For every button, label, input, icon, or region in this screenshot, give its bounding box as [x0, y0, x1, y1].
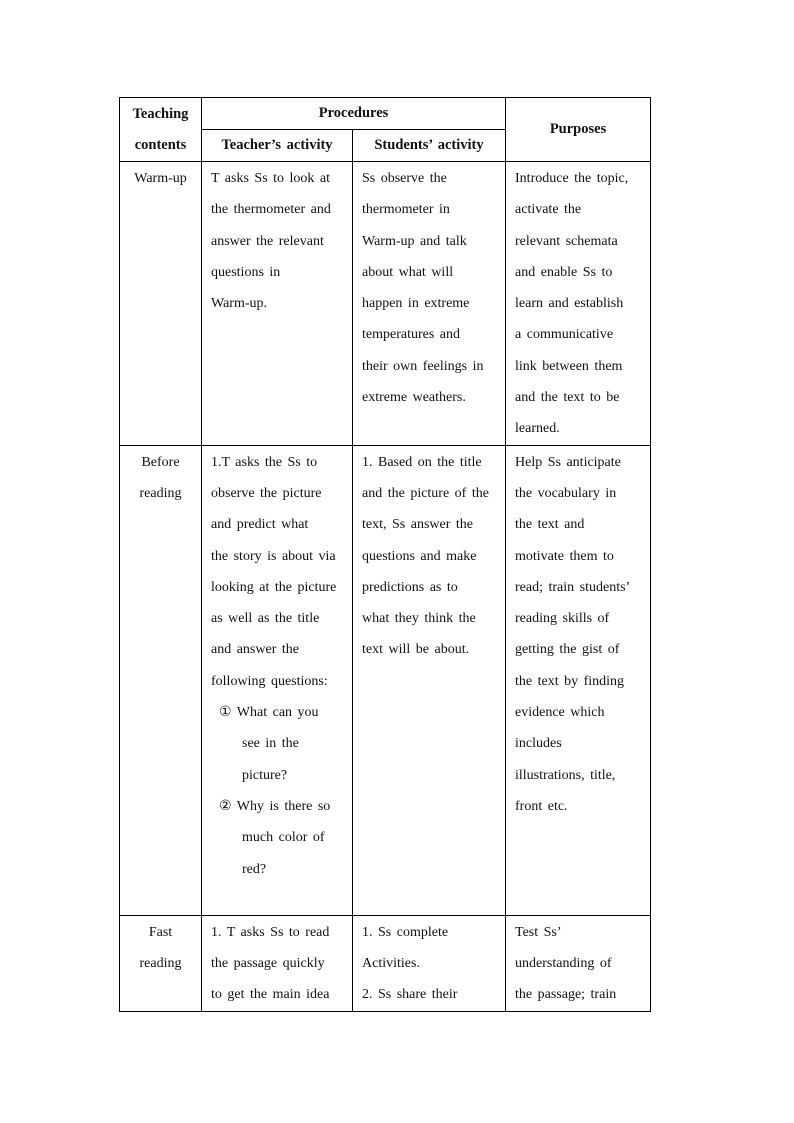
text-line: text, Ss answer the — [362, 517, 473, 533]
text-line: to get the main idea — [211, 987, 330, 1003]
text-line: temperatures and — [362, 327, 461, 343]
text-line: their own feelings in — [362, 358, 484, 374]
question-line: see in the — [242, 736, 299, 752]
text-line: extreme weathers. — [362, 390, 466, 406]
text-line: read; train students’ — [515, 579, 631, 595]
header-teaching-contents-line: contents — [134, 136, 187, 153]
text-line: relevant schemata — [515, 233, 618, 249]
purposes-cell — [506, 162, 651, 446]
students-activity-cell — [353, 445, 506, 915]
text-line: understanding of — [515, 955, 612, 971]
header-teaching-contents-line: Teaching — [132, 105, 189, 122]
text-line: about what will — [362, 264, 454, 280]
text-line: Introduce the topic, — [515, 171, 629, 186]
text-line: the passage quickly — [211, 955, 325, 971]
text-line: questions and make — [362, 548, 477, 564]
text-line: text will be about. — [362, 642, 470, 658]
text-line: motivate them to — [515, 548, 614, 564]
stage-line: reading — [139, 485, 182, 501]
text-line: getting the gist of — [515, 642, 620, 658]
text-line: activate the — [515, 202, 582, 218]
text-line: learned. — [515, 421, 560, 437]
text-line: the passage; train — [515, 987, 617, 1003]
table-row — [120, 445, 651, 915]
text-line: and enable Ss to — [515, 264, 613, 280]
text-line: Activities. — [362, 955, 420, 971]
text-line: Warm-up and talk — [362, 233, 467, 249]
question-line: ② Why is there so — [219, 798, 331, 814]
text-line: and answer the — [211, 642, 299, 658]
stage-cell — [120, 915, 202, 1011]
text-line: 2. Ss share their — [362, 987, 458, 1003]
text-line: happen in extreme — [362, 296, 470, 312]
text-line: what they think the — [362, 611, 476, 627]
header-teaching-contents — [120, 98, 202, 162]
stage-line: reading — [139, 955, 182, 971]
text-line: looking at the picture — [211, 579, 337, 595]
text-line: T asks Ss to look at — [211, 171, 331, 186]
text-line: 1. Based on the title — [362, 454, 482, 470]
header-procedures: Procedures — [202, 98, 506, 130]
text-line: the text by finding — [515, 673, 625, 689]
text-line: answer the relevant — [211, 233, 324, 249]
header-students-activity: Students’ activity — [353, 130, 506, 162]
text-line: Help Ss anticipate — [515, 454, 621, 470]
stage-line: Before — [141, 454, 180, 470]
text-line: Warm-up. — [211, 296, 268, 312]
question-line: ① What can you — [219, 705, 319, 721]
teacher-activity-cell — [202, 445, 353, 915]
text-line: the text and — [515, 517, 585, 533]
text-line: 1. Ss complete — [362, 924, 449, 940]
text-line: a communicative — [515, 327, 614, 343]
text-line: reading skills of — [515, 611, 610, 627]
text-line: and the text to be — [515, 390, 620, 406]
text-line: following questions: — [211, 673, 328, 689]
text-line: includes — [515, 736, 562, 752]
question-line: much color of — [242, 830, 325, 846]
stage-line: Fast — [148, 924, 173, 940]
text-line: the thermometer and — [211, 202, 331, 218]
stage-cell — [120, 445, 202, 915]
stage-line: Warm-up — [134, 171, 187, 186]
header-row-1 — [120, 98, 651, 130]
purposes-cell — [506, 915, 651, 1011]
text-line: 1. T asks Ss to read — [211, 924, 330, 940]
table-row — [120, 915, 651, 1011]
teaching-plan-table — [119, 97, 651, 1012]
text-line: thermometer in — [362, 202, 450, 218]
students-activity-cell — [353, 915, 506, 1011]
text-line: 1.T asks the Ss to — [211, 454, 318, 470]
purposes-cell — [506, 445, 651, 915]
text-line: predictions as to — [362, 579, 458, 595]
text-line: Ss observe the — [362, 171, 447, 186]
text-line: as well as the title — [211, 611, 320, 627]
header-purposes: Purposes — [506, 98, 651, 162]
teacher-activity-cell — [202, 162, 353, 446]
text-line: and the picture of the — [362, 485, 489, 501]
text-line: evidence which — [515, 705, 605, 721]
table-row — [120, 162, 651, 446]
stage-cell — [120, 162, 202, 446]
text-line: the story is about via — [211, 548, 336, 564]
text-line: Test Ss’ — [515, 924, 562, 940]
students-activity-cell — [353, 162, 506, 446]
header-teacher-activity: Teacher’s activity — [202, 130, 353, 162]
question-line: red? — [242, 861, 267, 877]
text-line: front etc. — [515, 798, 568, 814]
text-line: and predict what — [211, 517, 309, 533]
text-line: learn and establish — [515, 296, 624, 312]
text-line: link between them — [515, 358, 623, 374]
text-line: the vocabulary in — [515, 485, 617, 501]
teacher-activity-cell — [202, 915, 353, 1011]
text-line: questions in — [211, 264, 281, 280]
question-line: picture? — [242, 767, 288, 783]
text-line: observe the picture — [211, 485, 322, 501]
text-line: illustrations, title, — [515, 767, 616, 783]
